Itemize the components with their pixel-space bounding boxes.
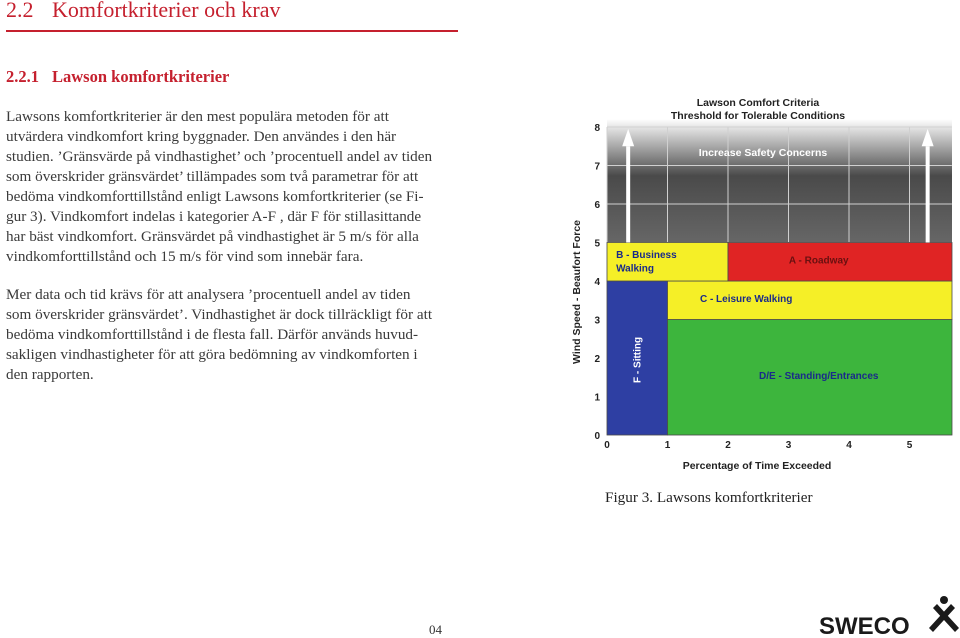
subsection-heading xyxy=(6,67,229,87)
paragraph-line: studien. ’Gränsvärde på vindhastighet’ och ’procentuell andel av tiden xyxy=(6,148,433,165)
arrow-shaft xyxy=(626,146,630,242)
paragraph-line: Mer data och tid krävs för att analysera ’procentuell andel av tiden xyxy=(6,286,411,303)
sweco-logo-text: SWECO xyxy=(819,613,910,636)
zone-label-c: C - Leisure Walking xyxy=(699,294,793,306)
paragraph-line: Lawsons komfortkriterier är den mest populära metoden för att xyxy=(6,108,389,125)
x-tick-labels xyxy=(604,440,913,451)
y-tick-label: 4 xyxy=(594,277,600,288)
y-tick-label: 7 xyxy=(594,161,600,173)
zone-label-a: A - Roadway xyxy=(788,255,849,267)
zone-label-f: F - Sitting xyxy=(632,336,644,383)
paragraph-line: den rapporten. xyxy=(6,366,94,383)
paragraph-method xyxy=(6,285,458,385)
x-tick-label: 1 xyxy=(664,440,671,451)
heading-rule xyxy=(6,30,458,32)
paragraph-line: vindkomforttillstånd och 15 m/s för vind som innebär fara. xyxy=(6,248,364,265)
figure-caption: Figur 3. Lawsons komfortkriterier xyxy=(605,489,813,506)
x-tick-label: 2 xyxy=(725,440,731,451)
y-tick-labels xyxy=(594,123,600,442)
y-tick-label: 6 xyxy=(594,200,600,211)
zone-label-b-line2: Walking xyxy=(616,263,655,275)
section-title: Komfortkriterier och krav xyxy=(52,0,281,22)
figure-title-line1: Lawson Comfort Criteria xyxy=(696,97,820,109)
paragraph-line: som överskrider gränsvärdet’. Vindhastighet är dock tillräckligt för att xyxy=(6,306,433,323)
y-tick-label: 5 xyxy=(594,238,600,250)
y-axis-label: Wind Speed - Beaufort Force xyxy=(571,219,583,365)
y-tick-label: 1 xyxy=(594,392,600,404)
x-tick-label: 3 xyxy=(785,440,792,451)
sweco-logo xyxy=(815,594,960,636)
paragraph-line: sakligen vindhastigheter för att göra bedömning av vindkomforten i xyxy=(6,346,418,363)
x-tick-label: 5 xyxy=(906,440,913,451)
y-tick-label: 3 xyxy=(594,315,600,327)
paragraph-line: gur 3). Vindkomfort indelas i kategorier A-F , där F för stillasittande xyxy=(6,208,422,225)
subsection-number: 2.2.1 xyxy=(6,67,39,86)
section-heading xyxy=(6,0,280,23)
y-tick-label: 0 xyxy=(594,431,600,442)
paragraph-line: som överskrider gränsvärdet’ tillämpades som två parametrar för att xyxy=(6,168,419,185)
paragraph-line: utvärdera vindkomfort kring byggnader. Den användes i den här xyxy=(6,128,397,145)
x-axis-label: Percentage of Time Exceeded xyxy=(682,460,832,472)
y-tick-label: 2 xyxy=(594,354,600,365)
y-tick-label: 8 xyxy=(594,123,600,134)
x-tick-label: 4 xyxy=(846,440,852,451)
zone-label-de: D/E - Standing/Entrances xyxy=(759,371,879,383)
section-number: 2.2 xyxy=(6,0,34,22)
paragraph-line: bedöma vindkomforttillstånd enligt Lawsons komfortkriterier (se Fi- xyxy=(6,188,424,205)
page-number: 04 xyxy=(429,622,442,637)
banner-label: Increase Safety Concerns xyxy=(698,147,828,159)
x-tick-label: 0 xyxy=(604,440,610,451)
paragraph-intro xyxy=(6,107,458,267)
paragraph-line: bedöma vindkomforttillstånd i de flesta fall. Därför används huvud- xyxy=(6,326,419,343)
lawson-criteria-figure xyxy=(568,92,960,484)
arrow-shaft xyxy=(926,146,930,242)
subsection-title: Lawson komfortkriterier xyxy=(52,67,230,86)
comfort-zones xyxy=(607,243,952,436)
sweco-mark-icon xyxy=(929,596,959,632)
figure-title-line2: Threshold for Tolerable Conditions xyxy=(670,110,846,122)
zone-label-b-line1: B - Business xyxy=(616,249,677,261)
paragraph-line: har bäst vindkomfort. Gränsvärdet på vindhastighet är 5 m/s för alla xyxy=(6,228,419,245)
zone-rect xyxy=(607,243,728,282)
